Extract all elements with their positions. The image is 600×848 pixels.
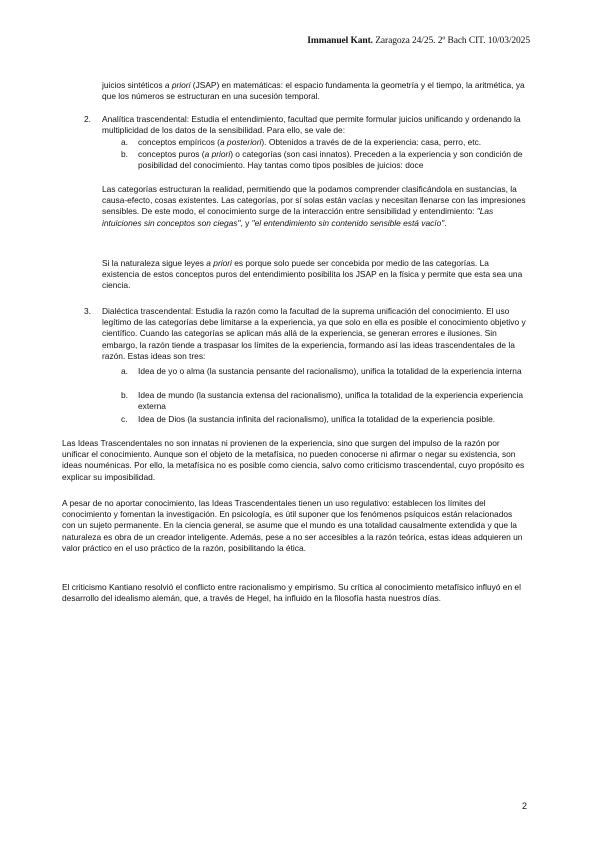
text-run: conceptos empíricos ( [138, 137, 220, 147]
paragraph-text: Las Ideas Trascendentales no son innatas ni provienen de la experiencia, sino que surgen del impulso de la razón por unificar el conocimiento. Aunque son el objeto de la metafísica, no pueden conocerse ni afirmar o negar su existencia, son ideas nouménicas. Por ello, la metafísica no es posible como ciencia, salvo como criticismo trascendental, cuyo propósito es explicar su imposibilidad. [62, 438, 525, 482]
italic-run: a priori [206, 258, 232, 268]
text-run: Las categorías estructuran la realidad, permitiendo que la podamos comprender clasificándola en sustancias, la causa-efecto, cosas existentes. Las categorías, por sí solas están vacías y necesitan llenarse con las impresiones sensibles. De este modo, el conocimiento surge de la interacción entre sensibilidad y entendimiento: [102, 184, 526, 217]
item-3-number: 3. [84, 306, 91, 316]
item-3a-text [138, 366, 528, 377]
item-2a-label: a. [121, 137, 128, 147]
item-3c-label: c. [121, 414, 128, 424]
item-3b-label: b. [121, 390, 128, 400]
paragraph-text: A pesar de no aportar conocimiento, las Ideas Trascendentales tienen un uso regulativo: establecen los límites del conocimiento y fomentan la investigación. En psicología, es útil suponer que los fenómenos psíquicos están relacionados con un sujeto permanente. En la ciencia general, se asume que el mundo es una totalidad causalmente extendida y que la naturaleza es obra de un creador inteligente. Además, pese a no ser accesibles a la razón teórica, estas ideas adquieren un valor práctico en el uso práctico de la razón, posibilitando la ética. [62, 498, 523, 553]
header-author: Immanuel Kant. [307, 36, 373, 46]
text-run: (JSAP) en matemáticas: el espacio fundamenta la geometría y el tiempo, la aritmética, ya que los números se estructuran en una sucesión temporal. [102, 80, 525, 102]
item-3c-text [138, 414, 538, 425]
item-2-paragraph: Analítica trascendental: Estudia el entendimiento, facultad que permite formular juicios unificando y ordenando la multiplicidad de los datos de la sensibilidad. Para ello, se vale de: [102, 114, 521, 136]
page-header [307, 36, 530, 46]
item-2b-label: b. [121, 149, 128, 159]
item-3c-paragraph: Idea de Dios (la sustancia infinita del racionalismo), unifica la totalidad de la experiencia posible. [138, 414, 496, 424]
quote-run: "Las intuiciones sin conceptos son ciegas" [102, 206, 494, 228]
text-run: Si la naturaleza sigue leyes [102, 258, 207, 268]
continuation-paragraph [102, 80, 527, 102]
item-3b-text [138, 390, 528, 412]
item-3a-label: a. [121, 366, 128, 376]
italic-run: a priori [164, 80, 191, 90]
italic-run: a posteriori [219, 137, 262, 147]
text-run: ). Obtenidos a través de de la experiencia: casa, perro, etc. [261, 137, 482, 147]
item-2b-text [138, 149, 528, 171]
item-3a-paragraph: Idea de yo o alma (la sustancia pensante del racionalismo), unifica la totalidad de la experiencia interna [138, 366, 522, 376]
text-run: ) o categorías (son casi innatos). Preceden a la experiencia y son condición de posibilidad del conocimiento. Hay tantas como tipos posibles de juicios: doce [138, 149, 523, 171]
item-2a-text [138, 137, 528, 148]
item-2-number: 2. [84, 114, 91, 124]
text-run: es porque solo puede ser concebida por medio de las categorías. La existencia de estos conceptos puros del entendimiento posibilita los JSAP en la física y permite que esta sea una ciencia. [102, 258, 523, 291]
regulative-paragraph [62, 498, 528, 554]
item-3-text [102, 306, 527, 362]
text-run: juicios sintéticos [102, 80, 165, 90]
conclusion-paragraph [62, 582, 542, 604]
item-3b-paragraph: Idea de mundo (la sustancia extensa del racionalismo), unifica la totalidad de la experiencia experiencia externa [138, 390, 524, 412]
page-number: 2 [521, 801, 527, 811]
text-run: , y [240, 217, 252, 228]
categories-paragraph [102, 184, 527, 229]
header-details: Zaragoza 24/25. 2º Bach CIT. 10/03/2025 [372, 36, 530, 46]
ideas-paragraph [62, 438, 528, 483]
item-3-paragraph: Dialéctica trascendental: Estudia la razón como la facultad de la suprema unificación del conocimiento. El uso legítimo de las categorías debe limitarse a la experiencia, ya que solo en ella es posible el conocimiento objetivo y científico. Cuando las categorías se aplican más allá de la experiencia, se generan errores e ilusiones. Sin embargo, la razón tiende a traspasar los límites de la experiencia, formando así las ideas trascendentales de la razón. Estas ideas son tres: [102, 306, 526, 361]
quote-run: "el entendimiento sin contenido sensible está vacío" [251, 217, 445, 228]
laws-paragraph [102, 258, 527, 292]
text-run: conceptos puros ( [138, 149, 205, 159]
italic-run: a priori [204, 149, 231, 159]
text-run: . [444, 217, 447, 228]
item-2-text [102, 114, 527, 136]
paragraph-text: El criticismo Kantiano resolvió el conflicto entre racionalismo y empirismo. Su crítica al conocimiento metafísico influyó en el desarrollo del idealismo alemán, que, a través de Hegel, ha influido en la filosofía hasta nuestros días. [62, 582, 521, 604]
